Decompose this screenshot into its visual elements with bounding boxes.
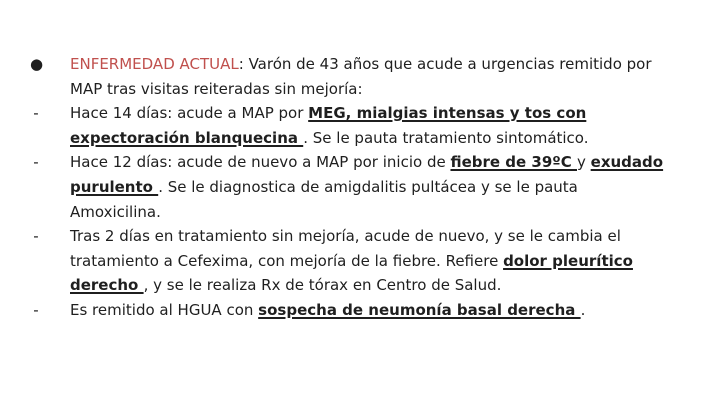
- item-text: . Se le pauta tratamiento sintomático.: [303, 128, 589, 147]
- list-item-treatment-change: [30, 224, 670, 298]
- list-item-day-12: [30, 150, 670, 224]
- dash-marker: -: [33, 104, 39, 123]
- highlighted-suspicion: sospecha de neumonía basal derecha: [258, 300, 581, 319]
- highlighted-exudate: exudado purulento: [70, 153, 664, 196]
- list-item-referral: [30, 298, 670, 323]
- item-text: .: [580, 300, 586, 319]
- section-label: ENFERMEDAD ACTUAL: [70, 55, 239, 73]
- bullet-icon: ●: [30, 55, 44, 73]
- clinical-history-list: [30, 52, 670, 323]
- item-text: , y se le realiza Rx de tórax en Centro de Salud.: [143, 276, 502, 295]
- highlighted-pain: dolor pleurítico derecho: [70, 251, 633, 295]
- dash-marker: -: [33, 153, 39, 172]
- item-text: Hace 14 días: acude a MAP por: [70, 104, 309, 123]
- dash-marker: -: [33, 300, 39, 319]
- list-item-day-14: [30, 101, 670, 150]
- dash-marker: -: [33, 227, 39, 246]
- item-text: Hace 12 días: acude de nuevo a MAP por inicio de: [70, 153, 451, 172]
- item-text: y: [577, 153, 591, 172]
- item-text: Tras 2 días en tratamiento sin mejoría, acude de nuevo, y se le cambia el tratamiento a Cefexima, con mejoría de la fiebre. Refiere: [70, 227, 621, 270]
- item-text: : Varón de 43 años que acude a urgencias remitido por MAP tras visitas reiteradas sin mejoría:: [70, 55, 652, 98]
- highlighted-symptoms: MEG, mialgias intensas y tos con expectoración blanquecina: [70, 104, 587, 147]
- list-item-enfermedad-actual: [30, 52, 670, 101]
- item-text: Es remitido al HGUA con: [70, 300, 259, 319]
- item-text: . Se le diagnostica de amigdalitis pultácea y se le pauta Amoxicilina.: [70, 177, 578, 221]
- highlighted-fever: fiebre de 39ºC: [450, 153, 577, 172]
